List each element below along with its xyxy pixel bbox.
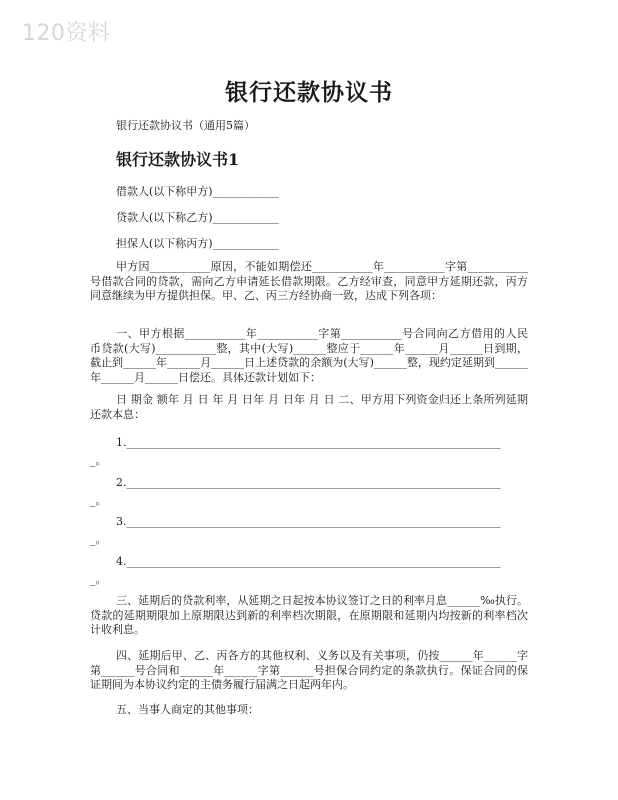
repayment-schedule-paragraph: 日 期金 额年 月 日 年 月 日年 月 日年 月 日 二、甲方用下列资金归还上条所列延期还款本息： <box>90 393 528 421</box>
clause-4-paragraph: 四、延期后甲、乙、丙各方的其他权利、义务以及有关事项，仍按______年______字第______号合同和______年______字第______号担保合同约定的条款执行。保证合同的保证期间为本协议约定的主债务履行届满之日起两年内。 <box>90 649 528 691</box>
clause-1-paragraph: 一、甲方根据___________年___________字第___________号合同向乙方借用的人民币贷款(大写)___________整，其中(大写)______整应于______年______月______日到期，截止到______年______月______日上述贷款的余额为(大写)______整，现约定延期到______年______月______日偿还。具体还款计划如下： <box>90 327 528 384</box>
party-lender: 贷款人(以下称乙方)____________ <box>116 211 279 224</box>
party-guarantor: 担保人(以下称丙方)____________ <box>116 237 279 250</box>
list-item: 4.____________________________________________________________________ <box>116 555 501 568</box>
watermark-logo: 120资料 <box>22 21 111 46</box>
list-item-continuation: _。 <box>90 533 107 546</box>
list-item: 3.____________________________________________________________________ <box>116 515 501 528</box>
clause-5-paragraph: 五、当事人商定的其他事项： <box>116 703 259 716</box>
section-title: 银行还款协议书1 <box>116 150 240 169</box>
list-item-continuation: _。 <box>90 494 107 507</box>
list-item-continuation: _。 <box>90 573 107 586</box>
party-borrower: 借款人(以下称甲方)____________ <box>116 185 279 198</box>
document-subtitle: 银行还款协议书（通用5篇） <box>116 119 255 132</box>
document-title: 银行还款协议书 <box>225 79 393 106</box>
list-item: 2.____________________________________________________________________ <box>116 476 501 489</box>
intro-paragraph: 甲方因___________原因，不能如期偿还___________年___________字第___________号借款合同的贷款，需向乙方申请延长借款期限。乙方经审查，同意甲方延期还款，丙方同意继续为甲方提供担保。甲、乙、丙三方经协商一致，达成下列各项： <box>90 260 528 302</box>
list-item-continuation: _。 <box>90 454 107 467</box>
list-item: 1.____________________________________________________________________ <box>116 436 501 449</box>
clause-3-paragraph: 三、延期后的贷款利率，从延期之日起按本协议签订之日的利率月息______‰执行。贷款的延期期限加上原期限达到新的利率档次期限，在原期限和延期内均按新的利率档次计收利息。 <box>90 594 528 636</box>
